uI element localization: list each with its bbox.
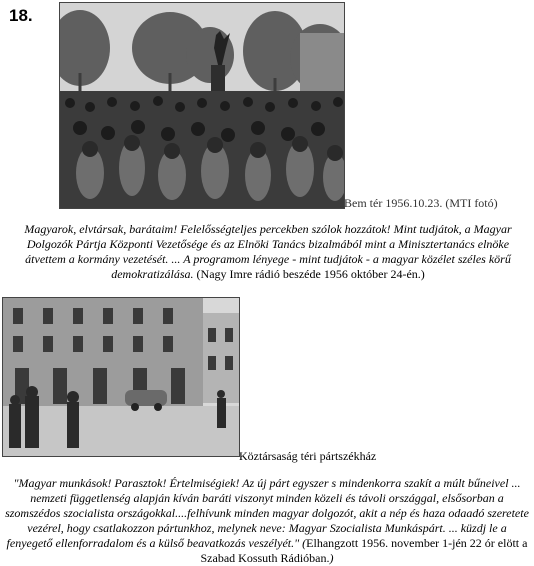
building-photo-illustration <box>3 298 239 456</box>
kadar-quote-source: Elhangzott 1956. november 1-jén 22 ór elött a Szabad Kossuth Rádióban. <box>200 536 528 565</box>
kadar-quote-text: "Magyar munkások! Parasztok! Értelmiségiek! Az új párt egyszer s mindenkorra szakít a múlt bűneivel ... nemzeti függetlenség alapján kíván baráti viszonyt minden közeli és távoli országgal, elsősorban a szomszédos szocialista országokkal....felhívunk minden magyar dolgozót, akit a nép és haza odaadó szeretete vezérel, hogy csatlakozzon pártunkhoz, melynek neve: Magyar Szocialista Munkáspárt. ... küzdj le a fenyegető ellenforradalom és a külső beavatkozás veszélyét." ( <box>5 476 529 550</box>
kadar-quote-close: ) <box>329 551 334 565</box>
nagy-imre-quote <box>8 222 528 282</box>
crowd-photo-illustration <box>60 3 344 208</box>
nagy-imre-quote-text: Magyarok, elvtársak, barátaim! Felelősségteljes percekben szólok hozzátok! Mint tudjátok, a Magyar Dolgozók Pártja Központi Vezetősége és az Elnöki Tanács bizalmából mint a Minisztertanács elnöke átvettem a kormány vezetését. ... A programom lényege - mint tudjátok - a magyar közélet széles körű demokratizálása. <box>24 222 512 281</box>
party-headquarters-photo <box>2 297 240 457</box>
item-number: 18. <box>9 6 33 25</box>
bem-square-crowd-photo <box>59 2 345 209</box>
kadar-quote <box>3 476 531 566</box>
nagy-imre-quote-source: (Nagy Imre rádió beszéde 1956 október 24-én.) <box>193 267 425 281</box>
photo1-caption: Bem tér 1956.10.23. (MTI fotó) <box>344 196 498 210</box>
photo2-caption: Köztársaság téri pártszékház <box>239 449 377 463</box>
